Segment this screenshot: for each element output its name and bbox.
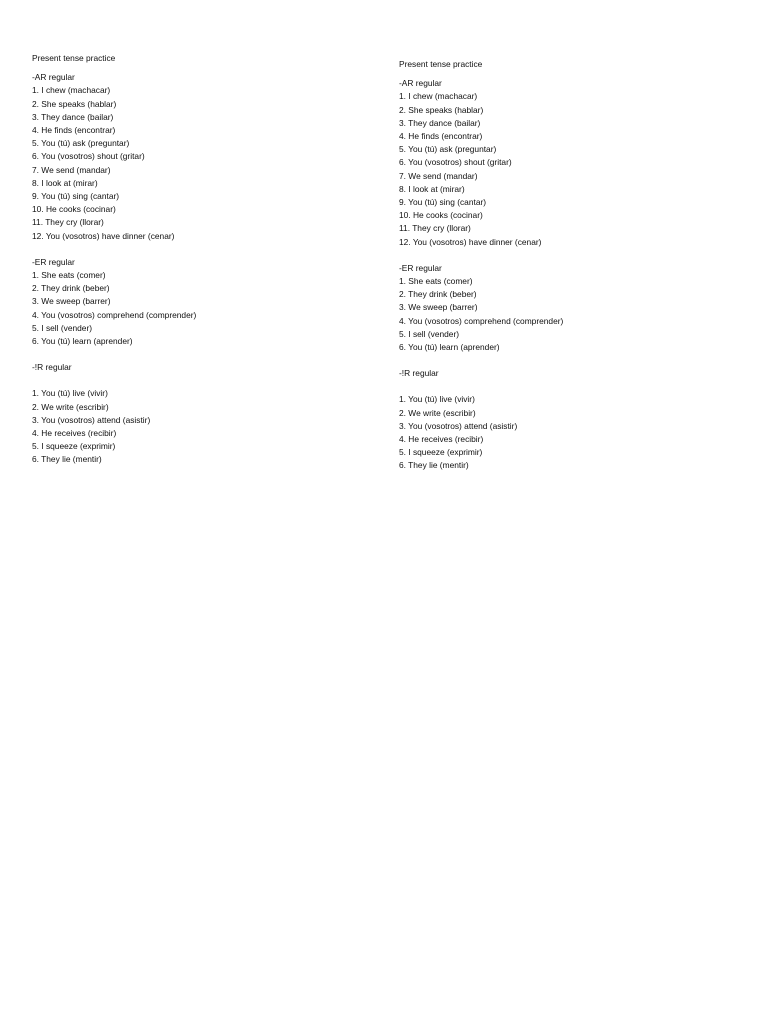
exercise-item: 2. They drink (beber) — [399, 289, 477, 300]
exercise-item: 5. I sell (vender) — [399, 328, 460, 339]
section-heading: -AR regular — [399, 78, 442, 89]
exercise-item: 8. I look at (mirar) — [32, 177, 98, 188]
section-er-regular — [399, 262, 739, 354]
exercise-item: 5. You (tú) ask (preguntar) — [32, 138, 130, 149]
exercise-item: 6. You (vosotros) shout (gritar) — [32, 151, 145, 162]
section-ar-regular — [399, 77, 739, 249]
exercise-item: 6. They lie (mentir) — [399, 460, 469, 471]
section-ar-regular — [32, 71, 372, 243]
section-heading: -!R regular — [32, 362, 72, 373]
exercise-item: 6. You (tú) learn (aprender) — [32, 336, 133, 347]
exercise-list — [32, 387, 372, 466]
exercise-item: 3. You (vosotros) attend (asistir) — [399, 420, 518, 431]
exercise-item: 1. I chew (machacar) — [399, 91, 478, 102]
exercise-list — [399, 275, 739, 354]
exercise-item: 3. You (vosotros) attend (asistir) — [32, 414, 151, 425]
exercise-item: 1. You (tú) live (vivir) — [399, 394, 475, 405]
worksheet-copy-right — [399, 58, 739, 473]
exercise-item: 4. You (vosotros) comprehend (comprender) — [399, 315, 564, 326]
exercise-item: 12. You (vosotros) have dinner (cenar) — [399, 236, 542, 247]
worksheet-copy-left — [32, 52, 372, 467]
exercise-list — [399, 393, 739, 472]
exercise-item: 1. You (tú) live (vivir) — [32, 388, 108, 399]
exercise-item: 6. They lie (mentir) — [32, 454, 102, 465]
exercise-item: 6. You (vosotros) shout (gritar) — [399, 157, 512, 168]
exercise-item: 2. We write (escribir) — [399, 407, 476, 418]
exercise-item: 5. I squeeze (exprimir) — [399, 447, 483, 458]
section-ir-regular — [32, 361, 372, 466]
exercise-item: 11. They cry (llorar) — [32, 217, 104, 228]
exercise-item: 5. I squeeze (exprimir) — [32, 441, 116, 452]
exercise-list — [32, 84, 372, 242]
worksheet-title: Present tense practice — [32, 53, 116, 63]
exercise-item: 7. We send (mandar) — [399, 170, 478, 181]
exercise-item: 8. I look at (mirar) — [399, 183, 465, 194]
section-heading: -ER regular — [32, 256, 75, 267]
exercise-item: 3. We sweep (barrer) — [399, 302, 478, 313]
exercise-list — [399, 90, 739, 248]
exercise-item: 11. They cry (llorar) — [399, 223, 471, 234]
exercise-item: 3. We sweep (barrer) — [32, 296, 111, 307]
exercise-item: 9. You (tú) sing (cantar) — [399, 197, 487, 208]
exercise-item: 5. I sell (vender) — [32, 322, 93, 333]
exercise-item: 3. They dance (bailar) — [32, 111, 114, 122]
exercise-item: 4. He receives (recibir) — [32, 428, 117, 439]
exercise-item: 12. You (vosotros) have dinner (cenar) — [32, 230, 175, 241]
exercise-item: 2. They drink (beber) — [32, 283, 110, 294]
exercise-item: 4. He receives (recibir) — [399, 434, 484, 445]
exercise-item: 2. She speaks (hablar) — [32, 98, 117, 109]
exercise-item: 10. He cooks (cocinar) — [32, 204, 116, 215]
section-er-regular — [32, 256, 372, 348]
section-heading: -AR regular — [32, 72, 75, 83]
exercise-item: 4. He finds (encontrar) — [32, 125, 116, 136]
worksheet-title: Present tense practice — [399, 59, 483, 69]
exercise-item: 1. She eats (comer) — [32, 270, 106, 281]
section-heading: -!R regular — [399, 368, 439, 379]
exercise-item: 10. He cooks (cocinar) — [399, 210, 483, 221]
exercise-item: 1. She eats (comer) — [399, 276, 473, 287]
exercise-item: 9. You (tú) sing (cantar) — [32, 191, 120, 202]
exercise-item: 3. They dance (bailar) — [399, 117, 481, 128]
exercise-item: 1. I chew (machacar) — [32, 85, 111, 96]
exercise-item: 6. You (tú) learn (aprender) — [399, 342, 500, 353]
section-ir-regular — [399, 367, 739, 472]
exercise-item: 7. We send (mandar) — [32, 164, 111, 175]
exercise-list — [32, 269, 372, 348]
exercise-item: 5. You (tú) ask (preguntar) — [399, 144, 497, 155]
section-heading: -ER regular — [399, 262, 442, 273]
exercise-item: 4. You (vosotros) comprehend (comprender) — [32, 309, 197, 320]
exercise-item: 4. He finds (encontrar) — [399, 131, 483, 142]
exercise-item: 2. We write (escribir) — [32, 401, 109, 412]
exercise-item: 2. She speaks (hablar) — [399, 104, 484, 115]
